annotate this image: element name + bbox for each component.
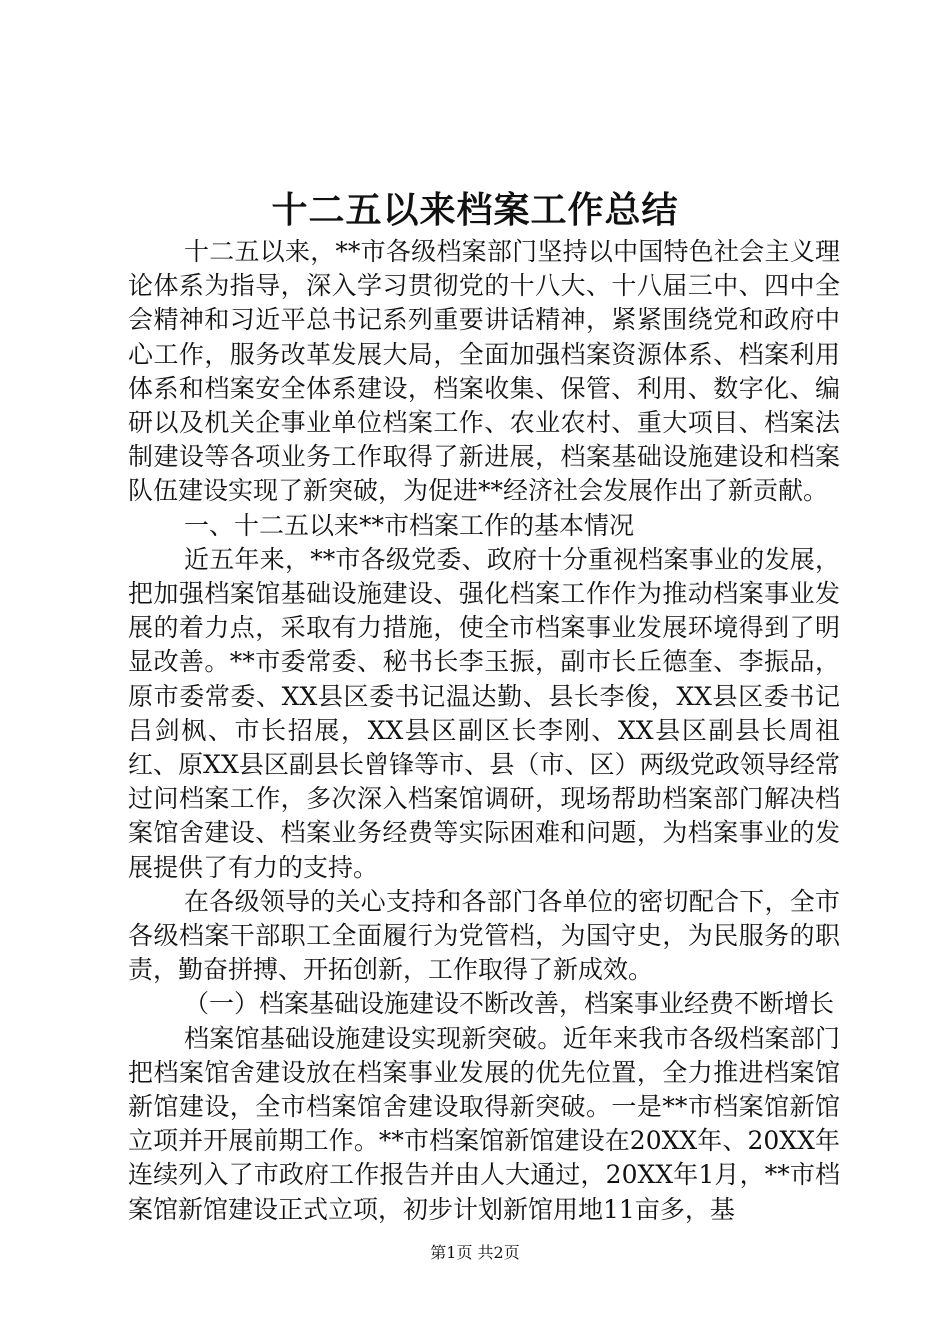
intro-paragraph: 十二五以来，**市各级档案部门坚持以中国特色社会主义理论体系为指导，深入学习贯彻党的十八大、十八届三中、四中全会精神和习近平总书记系列重要讲话精神，紧紧围绕党和政府中心工作，服务改革发展大局，全面加强档案资源体系、档案利用体系和档案安全体系建设，档案收集、保管、利用、数字化、编研以及机关企事业单位档案工作、农业农村、重大项目、档案法制建设等各项业务工作取得了新进展，档案基础设施建设和档案队伍建设实现了新突破，为促进**经济社会发展作出了新贡献。 [128,237,840,506]
body-paragraph: 档案馆基础设施建设实现新突破。近年来我市各级档案部门把档案馆舍建设放在档案事业发展的优先位置，全力推进档案馆新馆建设，全市档案馆舍建设取得新突破。一是**市档案馆新馆立项并开展前期工作。**市档案馆新馆建设在20XX年、20XX年连续列入了市政府工作报告并由人大通过，20XX年1月，**市档案馆新馆建设正式立项，初步计划新馆用地11亩多，基 [128,1023,840,1224]
body-paragraph: 在各级领导的关心支持和各部门各单位的密切配合下，全市各级档案干部职工全面履行为党管档，为国守史，为民服务的职责，勤奋拼搏、开拓创新，工作取得了新成效。 [128,886,840,985]
page-footer: 第1页 共2页 [430,1243,520,1262]
section-heading: 一、十二五以来**市档案工作的基本情况 [184,510,635,540]
document-title: 十二五以来档案工作总结 [271,189,679,231]
document-body [128,235,840,1227]
body-paragraph: 近五年来，**市各级党委、政府十分重视档案事业的发展，把加强档案馆基础设施建设、强化档案工作作为推动档案事业发展的着力点，采取有力措施，使全市档案事业发展环境得到了明显改善。**市委常委、秘书长李玉振，副市长丘德奎、李振品，原市委常委、XX县区委书记温达勤、县长李俊，XX县区委书记吕剑枫、市长招展，XX县区副区长李刚、XX县区副县长周祖红、原XX县区副县长曾锋等市、县（市、区）两级党政领导经常过问档案工作，多次深入档案馆调研，现场帮助档案部门解决档案馆舍建设、档案业务经费等实际困难和问题，为档案事业的发展提供了有力的支持。 [128,544,840,882]
subsection-heading: （一）档案基础设施建设不断改善，档案事业经费不断增长 [184,989,835,1019]
